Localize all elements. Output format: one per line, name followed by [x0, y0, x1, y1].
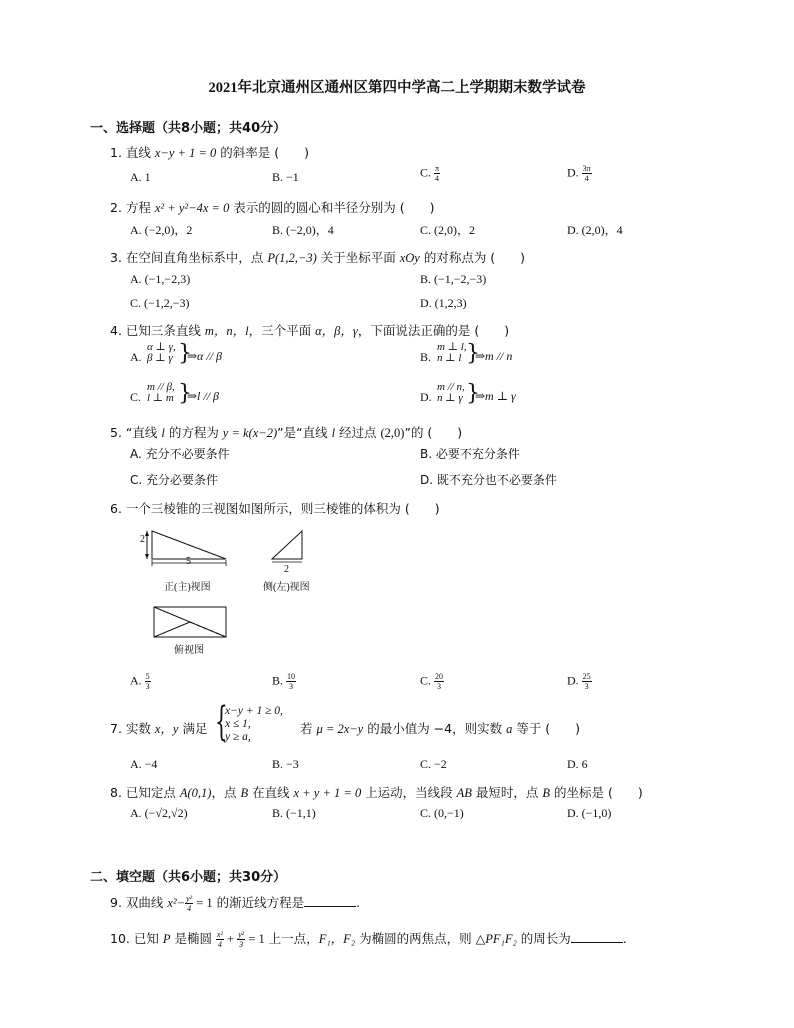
condition: α ⊥ γ,	[147, 341, 176, 353]
constraint: y ≥ a,	[225, 731, 251, 743]
equation: x + y + 1 = 0	[293, 786, 362, 800]
option-a: A. (−√2,√2)	[130, 806, 188, 820]
option-b: B. (−2,0)，4	[272, 223, 334, 237]
equation-part: x²−	[167, 896, 186, 910]
variable: a	[506, 722, 513, 736]
question-1	[110, 143, 309, 161]
fraction-numerator: x²	[216, 930, 223, 939]
question-text: ”是“直线	[277, 425, 332, 440]
fraction-numerator: 3π	[582, 164, 591, 173]
question-text: 的斜率是 ( )	[216, 145, 309, 160]
fraction-numerator: 10	[287, 672, 296, 681]
option-b: B. (−1,−2,−3)	[420, 272, 487, 286]
option-c: C. (2,0)，2	[420, 223, 475, 237]
option-d: D. 既不充分也不必要条件	[420, 473, 557, 487]
point: P(1,2,−3)	[267, 251, 317, 265]
condition: n ⊥ l	[437, 352, 462, 364]
option-b: B. −3	[272, 757, 299, 771]
condition-system	[147, 382, 175, 404]
section-2-heading: 二、填空题（共6小题；共30分）	[90, 870, 287, 885]
equation: x−y + 1 = 0	[154, 146, 217, 160]
question-text: 的坐标是 ( )	[550, 785, 643, 800]
option-a: A. 1	[130, 170, 151, 184]
question-text: 8. 已知定点	[110, 785, 180, 800]
question-7-condition	[300, 719, 580, 737]
constraint-system	[225, 705, 283, 744]
equation: y = k(x−2)	[222, 426, 278, 440]
point: P	[162, 932, 171, 946]
option-d: D. (1,2,3)	[420, 296, 467, 310]
question-text: 的周长为	[516, 931, 571, 946]
option-a: A. −4	[130, 757, 158, 771]
option-a: A. (−1,−2,3)	[130, 272, 191, 286]
option-a	[130, 672, 151, 691]
condition-system	[437, 382, 465, 404]
condition: m // n,	[437, 381, 465, 393]
question-text: 5. “直线	[110, 425, 162, 440]
option-label: C.	[420, 673, 435, 688]
question-text: 7. 实数	[110, 721, 155, 736]
option-b	[272, 672, 296, 691]
condition: m // β,	[147, 381, 175, 393]
question-text: ，下面说法正确的是 ( )	[357, 323, 510, 338]
question-text: 上运动，当线段	[361, 785, 457, 800]
question-7-stem	[110, 719, 207, 737]
fraction-denominator: 3	[289, 682, 294, 691]
objective: μ = 2x−y	[316, 722, 364, 736]
question-text: 的对称点为 ( )	[419, 250, 526, 265]
question-3	[110, 248, 525, 266]
option-label: C.	[420, 165, 435, 180]
question-text: 最短时，点	[471, 785, 543, 800]
variables: x，y	[154, 722, 179, 736]
option-d: D. (2,0)，4	[567, 223, 623, 237]
question-2	[110, 198, 435, 216]
right-brace-icon: }	[178, 381, 192, 406]
option-c: C. 充分必要条件	[130, 473, 219, 487]
question-text: 上一点，	[264, 931, 319, 946]
question-text: 的最小值为 −4，则实数	[363, 721, 507, 736]
condition-system	[437, 342, 467, 364]
option-label: B.	[272, 673, 287, 688]
question-5	[110, 423, 462, 441]
equation-part: +	[223, 932, 238, 946]
option-b: B. −1	[272, 170, 299, 184]
fraction-denominator: 3	[437, 682, 442, 691]
question-text: 表示的圆的圆心和半径分别为 ( )	[229, 200, 435, 215]
dimension-label: 5	[186, 556, 191, 567]
option-c: C. (−1,2,−3)	[130, 296, 190, 310]
condition-system	[147, 342, 176, 364]
question-text: 满足	[178, 721, 208, 736]
question-text: 经过点	[335, 425, 381, 440]
section-1-heading: 一、选择题（共8小题；共40分）	[90, 121, 287, 136]
fraction-numerator: 25	[582, 672, 591, 681]
option-d	[567, 164, 592, 183]
side-view	[272, 531, 302, 562]
dimension-label: 2	[284, 564, 289, 575]
option-c: C. −2	[420, 757, 447, 771]
right-brace-icon: }	[466, 381, 480, 406]
point: B	[542, 786, 551, 800]
question-text: 等于 ( )	[512, 721, 581, 736]
question-text: 2. 方程	[110, 200, 155, 215]
constraint: x ≤ 1,	[225, 718, 251, 730]
option-d: D. (−1,0)	[567, 806, 612, 820]
constraint: x−y + 1 ≥ 0,	[225, 705, 283, 717]
condition: m ⊥ l,	[437, 341, 467, 353]
question-text: 10. 已知	[110, 931, 163, 946]
right-brace-icon: }	[178, 341, 192, 366]
line-var: l	[161, 426, 165, 440]
option-c	[420, 672, 444, 691]
plane: xOy	[399, 251, 420, 265]
period: .	[356, 895, 361, 910]
question-4	[110, 321, 509, 339]
planes: α，β，γ	[315, 324, 358, 338]
point: A(0,1)	[179, 786, 212, 800]
option-d	[567, 672, 592, 691]
equation: x² + y²−4x = 0	[154, 201, 230, 215]
conclusion: ⇒α // β	[187, 349, 222, 363]
fraction-denominator: 4	[187, 904, 192, 913]
figure-caption: 俯视图	[174, 645, 204, 656]
fraction-numerator: y²	[186, 894, 193, 903]
option-label: C.	[130, 390, 142, 404]
dimension-label: 2	[140, 534, 145, 545]
fraction-denominator: 3	[584, 682, 589, 691]
option-a: A. 充分不必要条件	[130, 447, 230, 461]
point: (2,0)	[380, 426, 405, 440]
option-c: C. (0,−1)	[420, 806, 464, 820]
option-label: D.	[420, 390, 432, 404]
question-text: ”的 ( )	[404, 425, 463, 440]
fraction-numerator: y²	[238, 930, 245, 939]
option-label: D.	[567, 673, 582, 688]
option-b: B. 必要不充分条件	[420, 447, 520, 461]
option-label: D.	[567, 165, 582, 180]
right-brace-icon: }	[466, 341, 480, 366]
fraction-denominator: 3	[145, 682, 150, 691]
page-title: 2021年北京通州区通州区第四中学高二上学期期末数学试卷	[208, 80, 586, 96]
question-9	[110, 893, 360, 913]
equation-part: = 1	[193, 896, 213, 910]
conclusion: ⇒m ⊥ γ	[475, 389, 516, 403]
three-view-figure	[138, 525, 338, 673]
figure-caption: 侧(左)视图	[263, 582, 310, 593]
fraction-denominator: 4	[217, 940, 222, 949]
answer-blank[interactable]	[571, 932, 623, 943]
condition: β ⊥ γ	[147, 352, 173, 364]
question-text: 为椭圆的两焦点，则	[355, 931, 476, 946]
line-var: l	[331, 426, 336, 440]
fraction-denominator: 4	[584, 174, 589, 183]
question-text: 的方程为	[164, 425, 223, 440]
question-text: ，点	[211, 785, 241, 800]
lines: m，n，l	[204, 324, 249, 338]
question-text: 在直线	[248, 785, 294, 800]
fraction-denominator: 3	[239, 940, 244, 949]
option-label: A.	[130, 673, 145, 688]
option-c	[420, 164, 440, 183]
question-text: 9. 双曲线	[110, 895, 168, 910]
option-d: D. 6	[567, 757, 588, 771]
question-10	[110, 929, 627, 949]
question-text: ，三个平面	[248, 323, 316, 338]
equation-part: = 1	[245, 932, 265, 946]
fraction-numerator: π	[435, 164, 440, 173]
question-text: 的渐近线方程是	[212, 895, 305, 910]
top-view	[154, 607, 226, 637]
condition: l ⊥ m	[147, 392, 174, 404]
question-text: 4. 已知三条直线	[110, 323, 205, 338]
question-8	[110, 783, 643, 801]
question-text: 是椭圆	[170, 931, 216, 946]
question-text: 1. 直线	[110, 145, 155, 160]
option-label: A.	[130, 350, 142, 364]
figure-caption: 正(主)视图	[164, 582, 211, 593]
conclusion: ⇒m // n	[475, 349, 513, 363]
point: B	[240, 786, 249, 800]
question-text: 3. 在空间直角坐标系中，点	[110, 250, 268, 265]
foci: F₁，F₂	[318, 932, 356, 946]
fraction-numerator: 20	[435, 672, 444, 681]
fraction-denominator: 4	[435, 174, 440, 183]
period: .	[622, 931, 627, 946]
segment: AB	[456, 786, 472, 800]
answer-blank[interactable]	[304, 896, 356, 907]
option-a: A. (−2,0)，2	[130, 223, 193, 237]
conclusion: ⇒l // β	[187, 389, 220, 403]
brace-icon: {	[215, 699, 228, 745]
question-text: 关于坐标平面	[316, 250, 400, 265]
option-b: B. (−1,1)	[272, 806, 316, 820]
triangle: △PF₁F₂	[475, 932, 517, 946]
fraction-numerator: 5	[145, 672, 150, 681]
question-6: 6. 一个三棱锥的三视图如图所示，则三棱锥的体积为 ( )	[110, 501, 440, 516]
condition: n ⊥ γ	[437, 392, 463, 404]
option-label: B.	[420, 350, 432, 364]
question-text: 若	[300, 721, 317, 736]
